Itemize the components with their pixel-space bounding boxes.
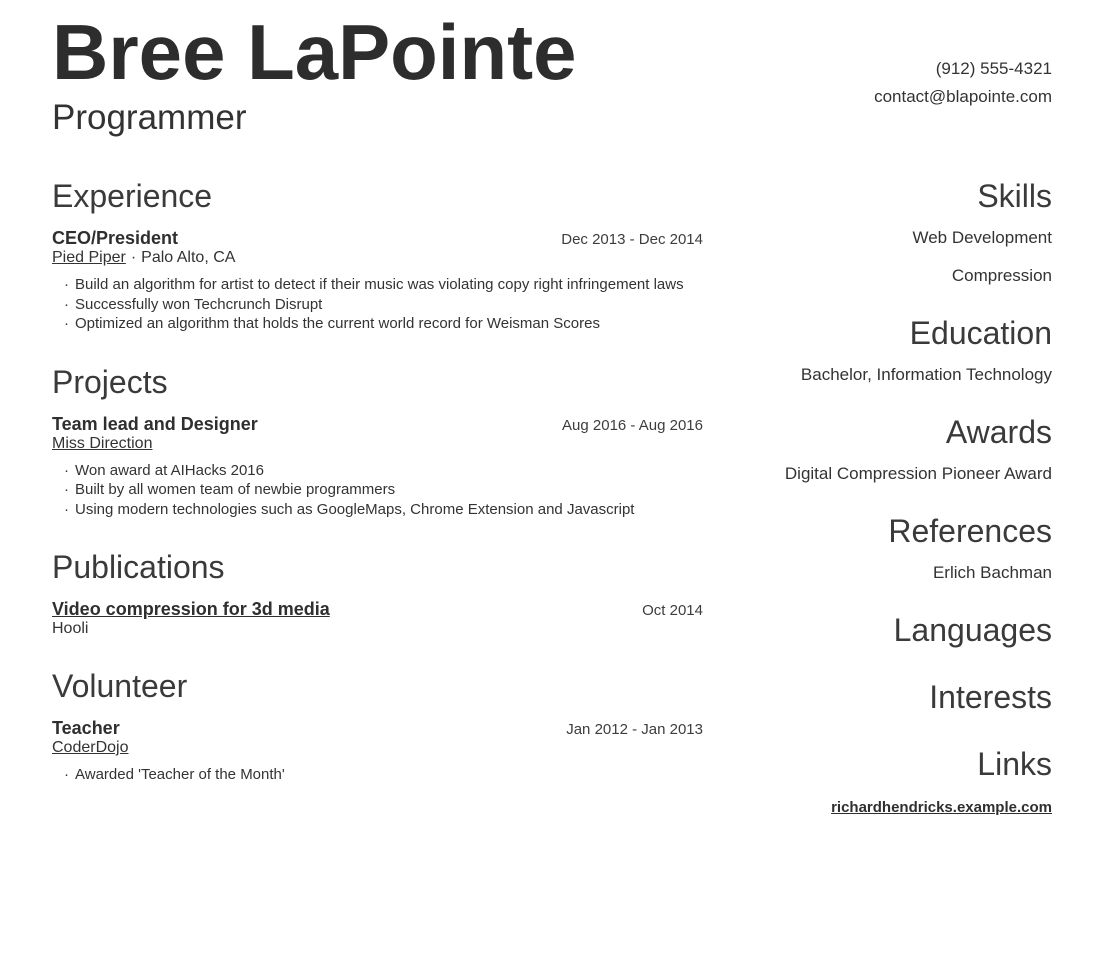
section-interests (703, 679, 1052, 716)
person-name: Bree LaPointe (52, 8, 577, 96)
entry-title: CEO/President (52, 228, 179, 248)
education-heading: Education (909, 315, 1052, 351)
entry-header (52, 415, 703, 435)
side-column (703, 178, 1052, 847)
contact-email: contact@blapointe.com (874, 87, 1052, 106)
experience-entry (52, 229, 703, 334)
entry-location: Palo Alto, CA (141, 249, 236, 266)
section-skills (703, 178, 1052, 285)
interests-heading: Interests (929, 679, 1052, 715)
separator-dot: · (130, 249, 137, 266)
skill-item: Compression (951, 266, 1052, 285)
main-column (52, 178, 703, 847)
links-heading: Links (977, 746, 1052, 782)
resume-header (52, 8, 1052, 137)
contact-info (874, 55, 1052, 111)
bullet-item: · Successfully won Techcrunch Disrupt (64, 295, 703, 315)
section-volunteer (52, 668, 703, 785)
volunteer-heading: Volunteer (52, 668, 188, 704)
references-heading: References (888, 513, 1052, 549)
bullet-list (52, 765, 703, 785)
publication-title-link[interactable]: Video compression for 3d media (52, 599, 330, 619)
bullet-list (52, 461, 703, 520)
bullet-item: · Won award at AIHacks 2016 (64, 461, 703, 481)
link-item (703, 798, 1052, 817)
bullet-item: · Awarded 'Teacher of the Month' (64, 765, 703, 785)
section-projects (52, 364, 703, 520)
project-link[interactable]: Miss Direction (52, 434, 153, 452)
resume-body (52, 178, 1052, 847)
publications-heading: Publications (52, 549, 225, 585)
entry-header (52, 600, 703, 620)
entry-date: Aug 2016 - Aug 2016 (562, 416, 703, 434)
publication-entry (52, 600, 703, 638)
skill-item: Web Development (912, 228, 1052, 247)
bullet-item: · Built by all women team of newbie programmers (64, 480, 703, 500)
entry-subtitle (52, 739, 703, 757)
projects-heading: Projects (52, 363, 168, 400)
entry-title: Team lead and Designer (52, 413, 258, 434)
contact-phone: (912) 555-4321 (935, 59, 1052, 78)
section-experience (52, 178, 703, 334)
experience-heading: Experience (52, 178, 213, 214)
entry-header (52, 719, 703, 739)
award-item: Digital Compression Pioneer Award (784, 464, 1052, 483)
organization-link[interactable]: CoderDojo (52, 739, 129, 756)
section-education (703, 315, 1052, 384)
section-links (703, 746, 1052, 817)
entry-date: Jan 2012 - Jan 2013 (566, 721, 703, 738)
entry-header (52, 229, 703, 249)
section-publications (52, 549, 703, 638)
skills-heading: Skills (977, 178, 1052, 214)
bullet-item: · Build an algorithm for artist to detect if their music was violating copy right infringement laws (64, 275, 703, 295)
reference-item: Erlich Bachman (932, 563, 1052, 582)
bullet-item: · Optimized an algorithm that holds the current world record for Weisman Scores (64, 314, 703, 334)
entry-subtitle (52, 249, 703, 267)
section-languages (703, 612, 1052, 649)
personal-website-link[interactable]: richardhendricks.example.com (831, 799, 1052, 816)
education-item: Bachelor, Information Technology (800, 365, 1052, 384)
entry-title: Teacher (52, 718, 120, 738)
awards-heading: Awards (945, 414, 1052, 450)
volunteer-entry (52, 719, 703, 785)
languages-heading: Languages (893, 612, 1052, 648)
person-job-title: Programmer (52, 98, 247, 137)
section-awards (703, 414, 1052, 483)
company-link[interactable]: Pied Piper (52, 249, 126, 266)
bullet-item: · Using modern technologies such as GoogleMaps, Chrome Extension and Javascript (64, 500, 703, 520)
entry-date: Oct 2014 (642, 602, 703, 619)
entry-date: Dec 2013 - Dec 2014 (561, 231, 703, 248)
bullet-list (52, 275, 703, 334)
project-entry (52, 415, 703, 520)
entry-subtitle (52, 435, 703, 453)
publication-publisher: Hooli (52, 620, 89, 637)
section-references (703, 513, 1052, 582)
